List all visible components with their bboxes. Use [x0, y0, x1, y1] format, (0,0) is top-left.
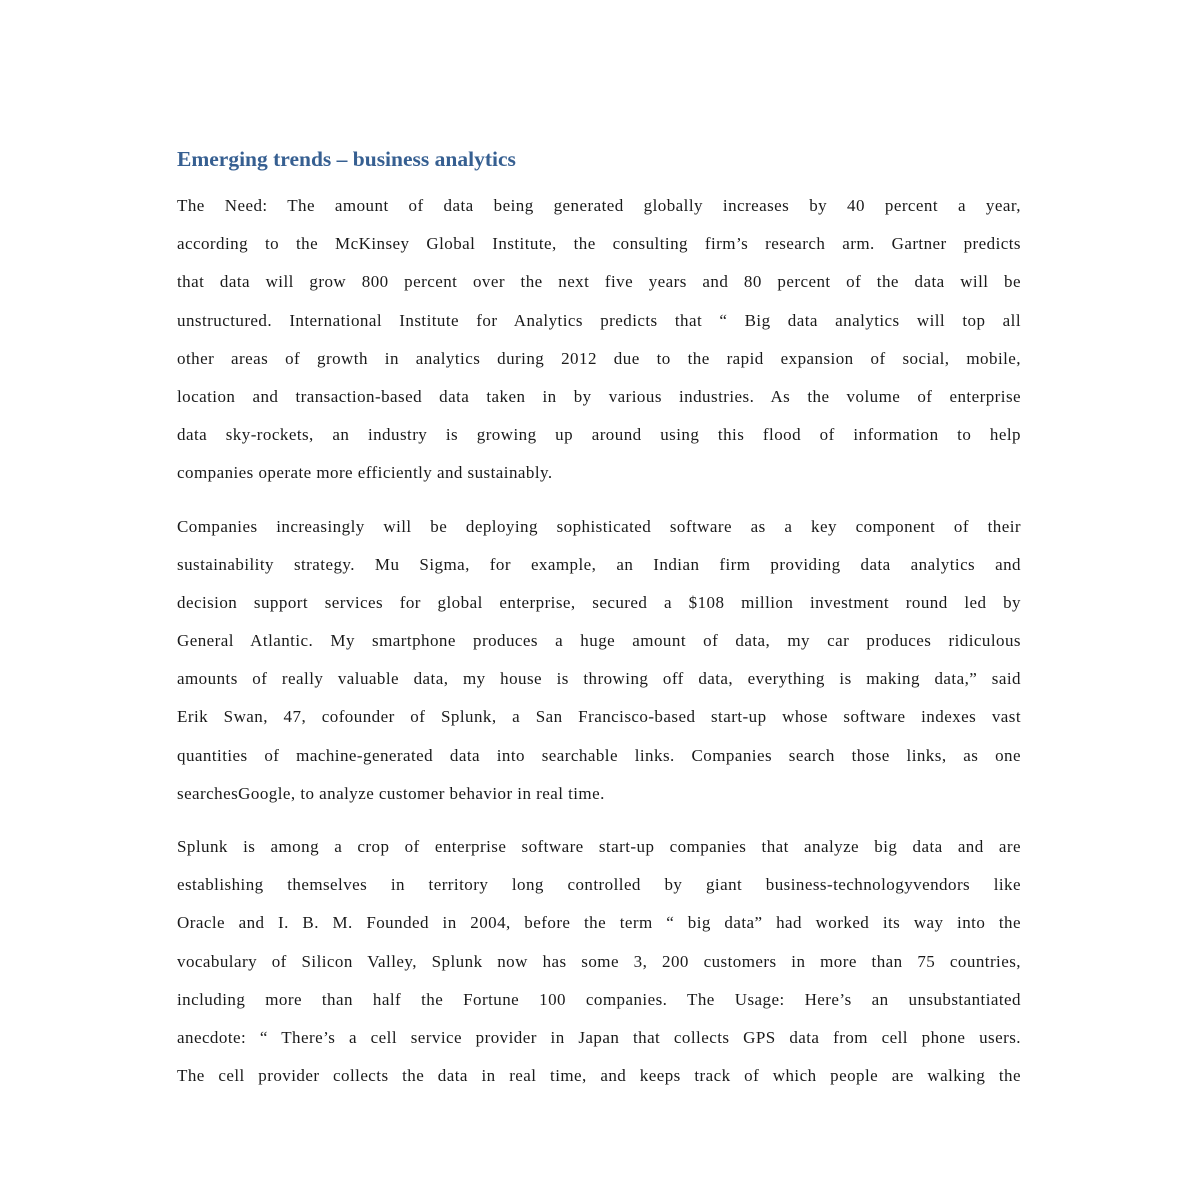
paragraph-companies: [177, 508, 1021, 814]
text-line: Oracle and I. B. M. Founded in 2004, before the term “ big data” had worked its way into the: [177, 913, 1021, 933]
text-line: location and transaction-based data taken in by various industries. As the volume of enterprise: [177, 386, 1021, 406]
text-line: establishing themselves in territory long controlled by giant business-technologyvendors like: [177, 875, 1021, 895]
text-line: The cell provider collects the data in real time, and keeps track of which people are walking the: [177, 1066, 1021, 1086]
paragraph-the-need: [177, 187, 1021, 493]
text-line: vocabulary of Silicon Valley, Splunk now has some 3, 200 customers in more than 75 countries,: [177, 951, 1021, 971]
text-line: Companies increasingly will be deploying sophisticated software as a key component of their: [177, 516, 1021, 536]
text-line: decision support services for global enterprise, secured a $108 million investment round led by: [177, 592, 1021, 612]
text-line: anecdote: “ There’s a cell service provider in Japan that collects GPS data from cell phone users.: [177, 1027, 1021, 1047]
text-line: searchesGoogle, to analyze customer behavior in real time.: [177, 783, 605, 803]
text-line: companies operate more efficiently and sustainably.: [177, 463, 553, 483]
text-line: quantities of machine-generated data into searchable links. Companies search those links, as one: [177, 745, 1021, 765]
text-line: that data will grow 800 percent over the next five years and 80 percent of the data will be: [177, 272, 1021, 292]
text-line: amounts of really valuable data, my house is throwing off data, everything is making data,” said: [177, 669, 1021, 689]
text-line: other areas of growth in analytics during 2012 due to the rapid expansion of social, mobile,: [177, 348, 1021, 368]
text-line: including more than half the Fortune 100 companies. The Usage: Here’s an unsubstantiated: [177, 989, 1021, 1009]
text-line: sustainability strategy. Mu Sigma, for example, an Indian firm providing data analytics and: [177, 554, 1021, 574]
text-line: Splunk is among a crop of enterprise software start-up companies that analyze big data and are: [177, 837, 1021, 856]
text-line: The Need: The amount of data being generated globally increases by 40 percent a year,: [177, 196, 1021, 215]
text-line: according to the McKinsey Global Institute, the consulting firm’s research arm. Gartner predicts: [177, 234, 1021, 254]
paragraph-splunk: [177, 828, 1021, 1095]
text-line: General Atlantic. My smartphone produces a huge amount of data, my car produces ridiculous: [177, 631, 1021, 651]
text-line: unstructured. International Institute for Analytics predicts that “ Big data analytics will top all: [177, 310, 1021, 330]
section-heading: Emerging trends – business analytics: [177, 147, 516, 171]
text-line: Erik Swan, 47, cofounder of Splunk, a San Francisco-based start-up whose software indexes vast: [177, 707, 1021, 727]
text-line: data sky-rockets, an industry is growing up around using this flood of information to help: [177, 425, 1021, 445]
document-body: [177, 144, 1021, 1095]
